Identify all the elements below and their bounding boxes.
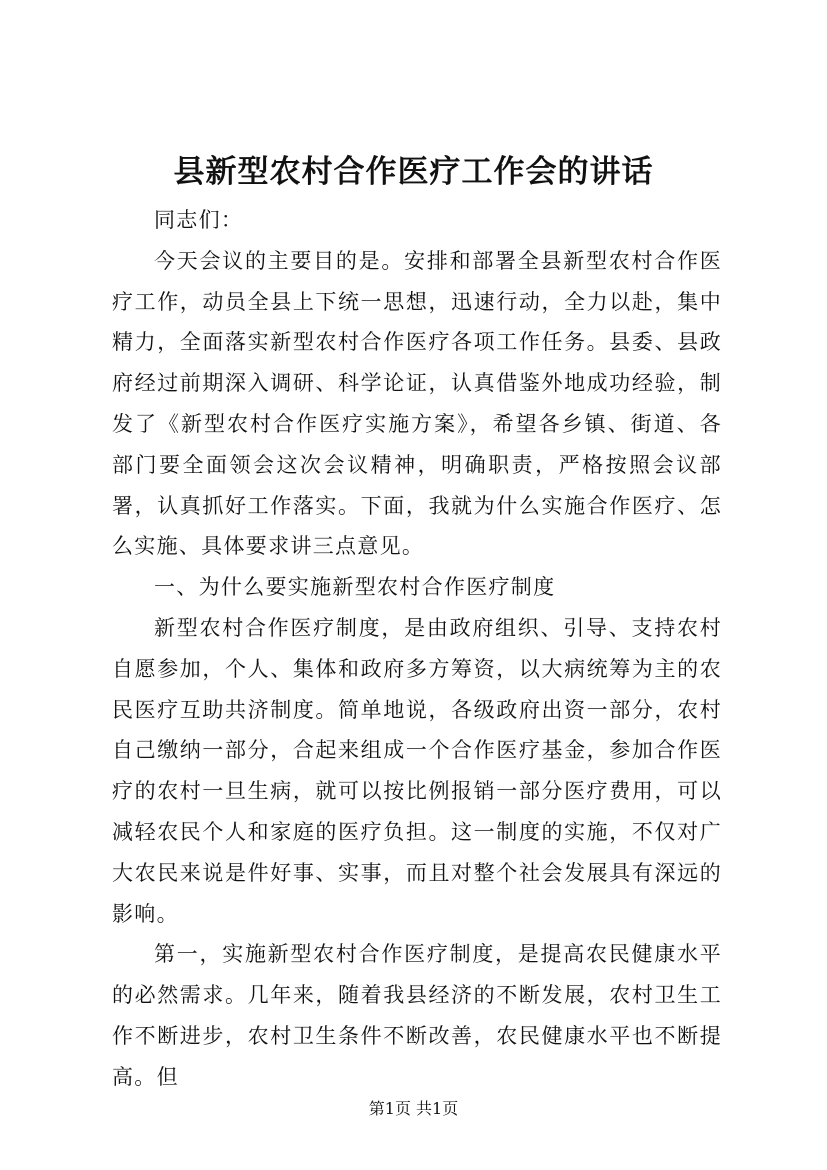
paragraph-definition: 新型农村合作医疗制度，是由政府组织、引导、支持农村自愿参加，个人、集体和政府多方筹资，以大病统筹为主的农民医疗互助共济制度。简单地说，各级政府出资一部分，农村自己缴纳一部分，合起来组成一个合作医疗基金，参加合作医疗的农村一旦生病，就可以按比例报销一部分医疗费用，可以减轻农民个人和家庭的医疗负担。这一制度的实施，不仅对广大农民来说是件好事、实事，而且对整个社会发展具有深远的影响。 (112, 615, 722, 926)
document-title: 县新型农村合作医疗工作会的讲话 (173, 154, 654, 190)
salutation: 同志们： (154, 208, 244, 232)
document-body (112, 200, 722, 1098)
page-footer: 第1页 共1页 (368, 1099, 459, 1118)
paragraph-first-point: 第一，实施新型农村合作医疗制度，是提高农民健康水平的必然需求。几年来，随着我县经济的不断发展，农村卫生工作不断进步，农村卫生条件不断改善，农民健康水平也不断提高。但 (112, 942, 722, 1089)
section-heading-1: 一、为什么要实施新型农村合作医疗制度 (154, 575, 556, 600)
paragraph-intro: 今天会议的主要目的是。安排和部署全县新型农村合作医疗工作，动员全县上下统一思想，迅速行动，全力以赴，集中精力，全面落实新型农村合作医疗各项工作任务。县委、县政府经过前期深入调研、科学论证，认真借鉴外地成功经验，制发了《新型农村合作医疗实施方案》，希望各乡镇、街道、各部门要全面领会这次会议精神，明确职责，严格按照会议部署，认真抓好工作落实。下面，我就为什么实施合作医疗、怎么实施、具体要求讲三点意见。 (112, 248, 722, 559)
